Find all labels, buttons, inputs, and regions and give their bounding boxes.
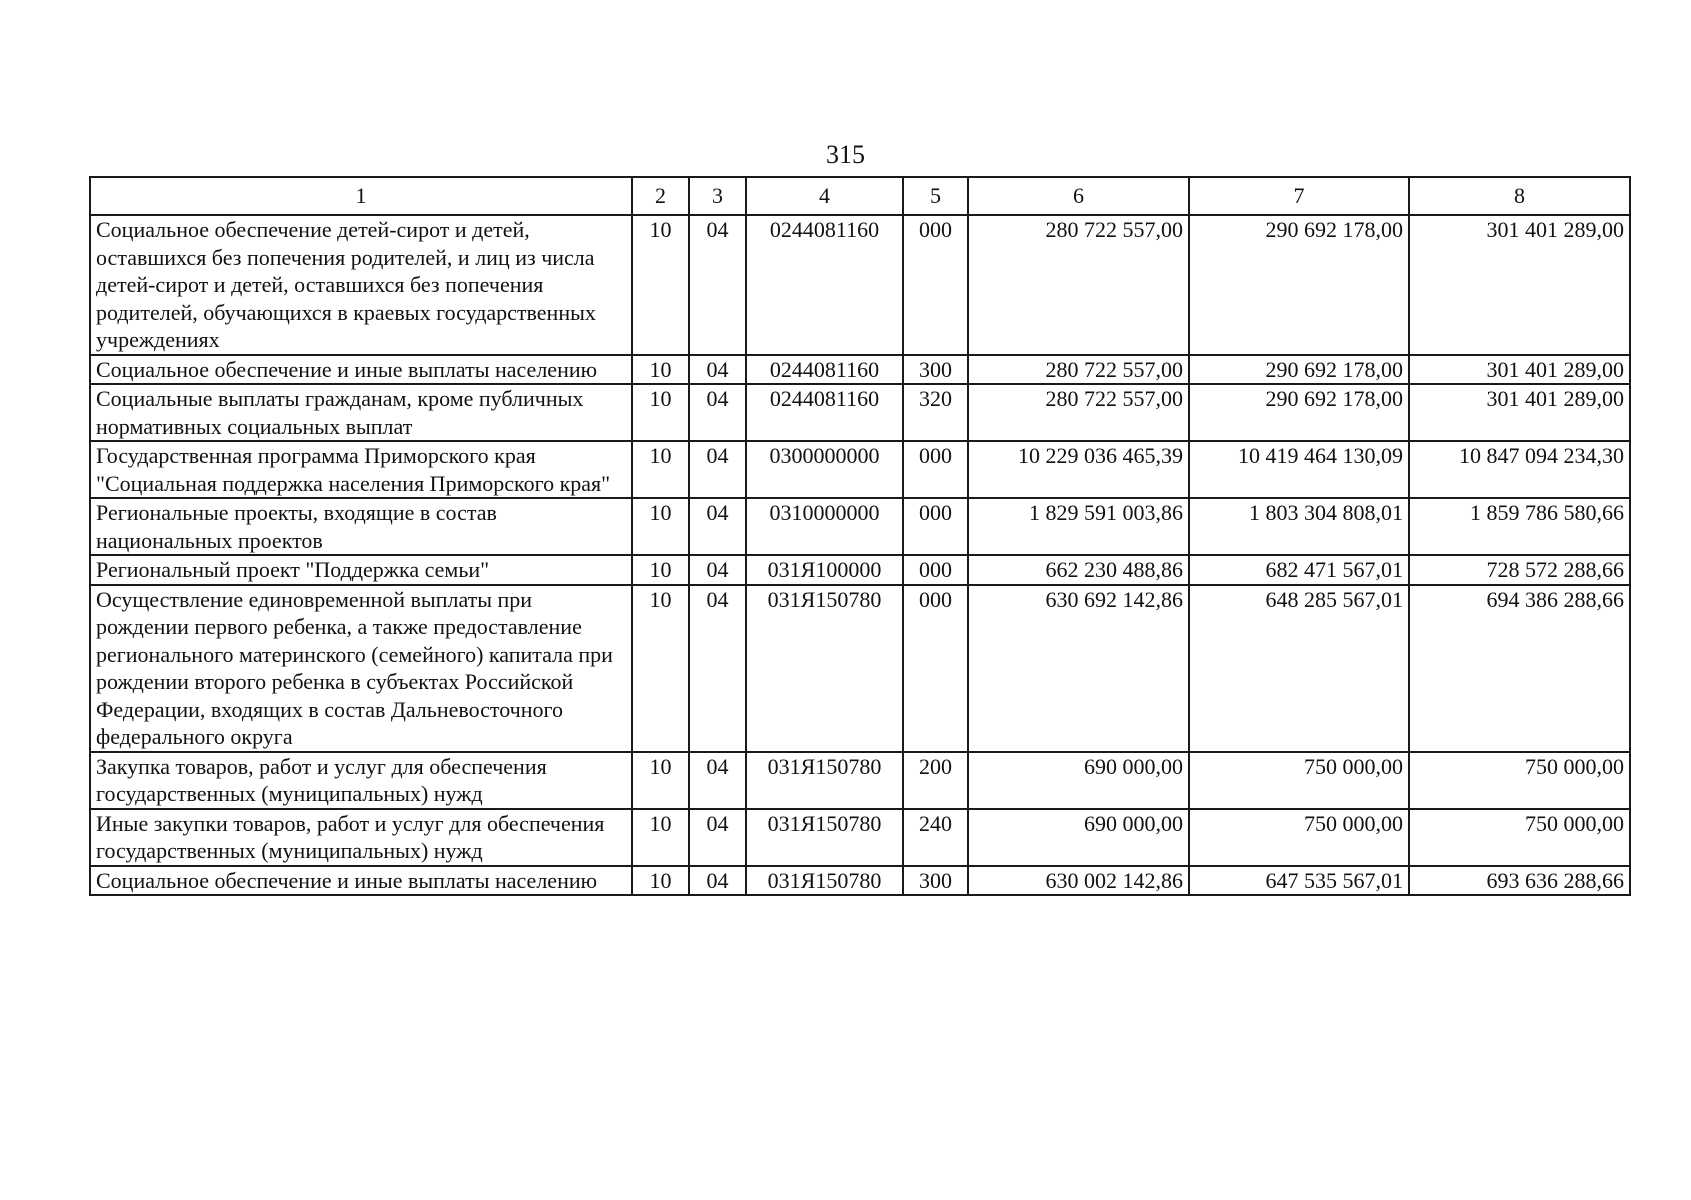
amount-column-7: 647 535 567,01 bbox=[1189, 866, 1409, 896]
section-code: 10 bbox=[632, 441, 689, 498]
section-code: 10 bbox=[632, 215, 689, 355]
amount-column-8: 694 386 288,66 bbox=[1409, 585, 1630, 752]
subsection-code: 04 bbox=[689, 866, 746, 896]
target-article-code: 0310000000 bbox=[746, 498, 903, 555]
amount-column-8: 301 401 289,00 bbox=[1409, 355, 1630, 385]
row-name: Осуществление единовременной выплаты при рождении первого ребенка, а также предоставление регионального материнского (семейного) капитала при рождении второго ребенка в субъектах Российской Федерации, входящих в состав Дальневосточного федерального округа bbox=[90, 585, 632, 752]
expense-type-code: 000 bbox=[903, 441, 968, 498]
row-name: Региональный проект "Поддержка семьи" bbox=[90, 555, 632, 585]
amount-column-7: 750 000,00 bbox=[1189, 752, 1409, 809]
table-row bbox=[90, 555, 1630, 585]
target-article-code: 0244081160 bbox=[746, 355, 903, 385]
row-name: Социальное обеспечение детей-сирот и детей, оставшихся без попечения родителей, и лиц из числа детей-сирот и детей, оставшихся без попечения родителей, обучающихся в краевых государственных учреждениях bbox=[90, 215, 632, 355]
amount-column-7: 750 000,00 bbox=[1189, 809, 1409, 866]
column-header: 5 bbox=[903, 177, 968, 215]
column-header: 3 bbox=[689, 177, 746, 215]
amount-column-6: 280 722 557,00 bbox=[968, 355, 1189, 385]
amount-column-6: 690 000,00 bbox=[968, 809, 1189, 866]
section-code: 10 bbox=[632, 555, 689, 585]
section-code: 10 bbox=[632, 384, 689, 441]
target-article-code: 0300000000 bbox=[746, 441, 903, 498]
table-row bbox=[90, 215, 1630, 355]
subsection-code: 04 bbox=[689, 809, 746, 866]
amount-column-8: 728 572 288,66 bbox=[1409, 555, 1630, 585]
amount-column-8: 1 859 786 580,66 bbox=[1409, 498, 1630, 555]
expense-type-code: 200 bbox=[903, 752, 968, 809]
amount-column-7: 682 471 567,01 bbox=[1189, 555, 1409, 585]
target-article-code: 031Я150780 bbox=[746, 866, 903, 896]
amount-column-6: 630 002 142,86 bbox=[968, 866, 1189, 896]
column-header: 4 bbox=[746, 177, 903, 215]
target-article-code: 0244081160 bbox=[746, 384, 903, 441]
row-name: Закупка товаров, работ и услуг для обеспечения государственных (муниципальных) нужд bbox=[90, 752, 632, 809]
table-row bbox=[90, 809, 1630, 866]
table-row bbox=[90, 384, 1630, 441]
amount-column-7: 1 803 304 808,01 bbox=[1189, 498, 1409, 555]
row-name: Социальные выплаты гражданам, кроме публичных нормативных социальных выплат bbox=[90, 384, 632, 441]
section-code: 10 bbox=[632, 498, 689, 555]
header-row bbox=[90, 177, 1630, 215]
target-article-code: 031Я150780 bbox=[746, 809, 903, 866]
subsection-code: 04 bbox=[689, 441, 746, 498]
amount-column-6: 10 229 036 465,39 bbox=[968, 441, 1189, 498]
table-header bbox=[90, 177, 1630, 215]
column-header: 6 bbox=[968, 177, 1189, 215]
expense-type-code: 320 bbox=[903, 384, 968, 441]
target-article-code: 0244081160 bbox=[746, 215, 903, 355]
subsection-code: 04 bbox=[689, 752, 746, 809]
table-row bbox=[90, 355, 1630, 385]
page-number: 315 bbox=[826, 140, 865, 169]
subsection-code: 04 bbox=[689, 555, 746, 585]
table-row bbox=[90, 441, 1630, 498]
budget-table bbox=[89, 176, 1631, 896]
expense-type-code: 240 bbox=[903, 809, 968, 866]
expense-type-code: 000 bbox=[903, 498, 968, 555]
column-header: 2 bbox=[632, 177, 689, 215]
amount-column-6: 630 692 142,86 bbox=[968, 585, 1189, 752]
section-code: 10 bbox=[632, 809, 689, 866]
target-article-code: 031Я150780 bbox=[746, 585, 903, 752]
section-code: 10 bbox=[632, 866, 689, 896]
amount-column-8: 301 401 289,00 bbox=[1409, 384, 1630, 441]
target-article-code: 031Я100000 bbox=[746, 555, 903, 585]
amount-column-7: 290 692 178,00 bbox=[1189, 215, 1409, 355]
expense-type-code: 000 bbox=[903, 585, 968, 752]
table-body bbox=[90, 215, 1630, 895]
amount-column-8: 10 847 094 234,30 bbox=[1409, 441, 1630, 498]
amount-column-8: 750 000,00 bbox=[1409, 752, 1630, 809]
column-header: 1 bbox=[90, 177, 632, 215]
table-row bbox=[90, 866, 1630, 896]
section-code: 10 bbox=[632, 355, 689, 385]
table-row bbox=[90, 752, 1630, 809]
row-name: Региональные проекты, входящие в состав национальных проектов bbox=[90, 498, 632, 555]
amount-column-8: 301 401 289,00 bbox=[1409, 215, 1630, 355]
amount-column-6: 690 000,00 bbox=[968, 752, 1189, 809]
subsection-code: 04 bbox=[689, 384, 746, 441]
amount-column-8: 750 000,00 bbox=[1409, 809, 1630, 866]
amount-column-7: 290 692 178,00 bbox=[1189, 384, 1409, 441]
subsection-code: 04 bbox=[689, 215, 746, 355]
subsection-code: 04 bbox=[689, 355, 746, 385]
row-name: Иные закупки товаров, работ и услуг для обеспечения государственных (муниципальных) нужд bbox=[90, 809, 632, 866]
row-name: Социальное обеспечение и иные выплаты населению bbox=[90, 866, 632, 896]
subsection-code: 04 bbox=[689, 498, 746, 555]
target-article-code: 031Я150780 bbox=[746, 752, 903, 809]
amount-column-6: 280 722 557,00 bbox=[968, 215, 1189, 355]
amount-column-7: 290 692 178,00 bbox=[1189, 355, 1409, 385]
table-row bbox=[90, 498, 1630, 555]
subsection-code: 04 bbox=[689, 585, 746, 752]
column-header: 8 bbox=[1409, 177, 1630, 215]
column-header: 7 bbox=[1189, 177, 1409, 215]
row-name: Социальное обеспечение и иные выплаты населению bbox=[90, 355, 632, 385]
expense-type-code: 300 bbox=[903, 866, 968, 896]
amount-column-6: 662 230 488,86 bbox=[968, 555, 1189, 585]
amount-column-7: 10 419 464 130,09 bbox=[1189, 441, 1409, 498]
expense-type-code: 000 bbox=[903, 215, 968, 355]
section-code: 10 bbox=[632, 585, 689, 752]
table-row bbox=[90, 585, 1630, 752]
amount-column-6: 1 829 591 003,86 bbox=[968, 498, 1189, 555]
section-code: 10 bbox=[632, 752, 689, 809]
expense-type-code: 300 bbox=[903, 355, 968, 385]
row-name: Государственная программа Приморского края "Социальная поддержка населения Приморского края" bbox=[90, 441, 632, 498]
expense-type-code: 000 bbox=[903, 555, 968, 585]
amount-column-6: 280 722 557,00 bbox=[968, 384, 1189, 441]
amount-column-7: 648 285 567,01 bbox=[1189, 585, 1409, 752]
amount-column-8: 693 636 288,66 bbox=[1409, 866, 1630, 896]
